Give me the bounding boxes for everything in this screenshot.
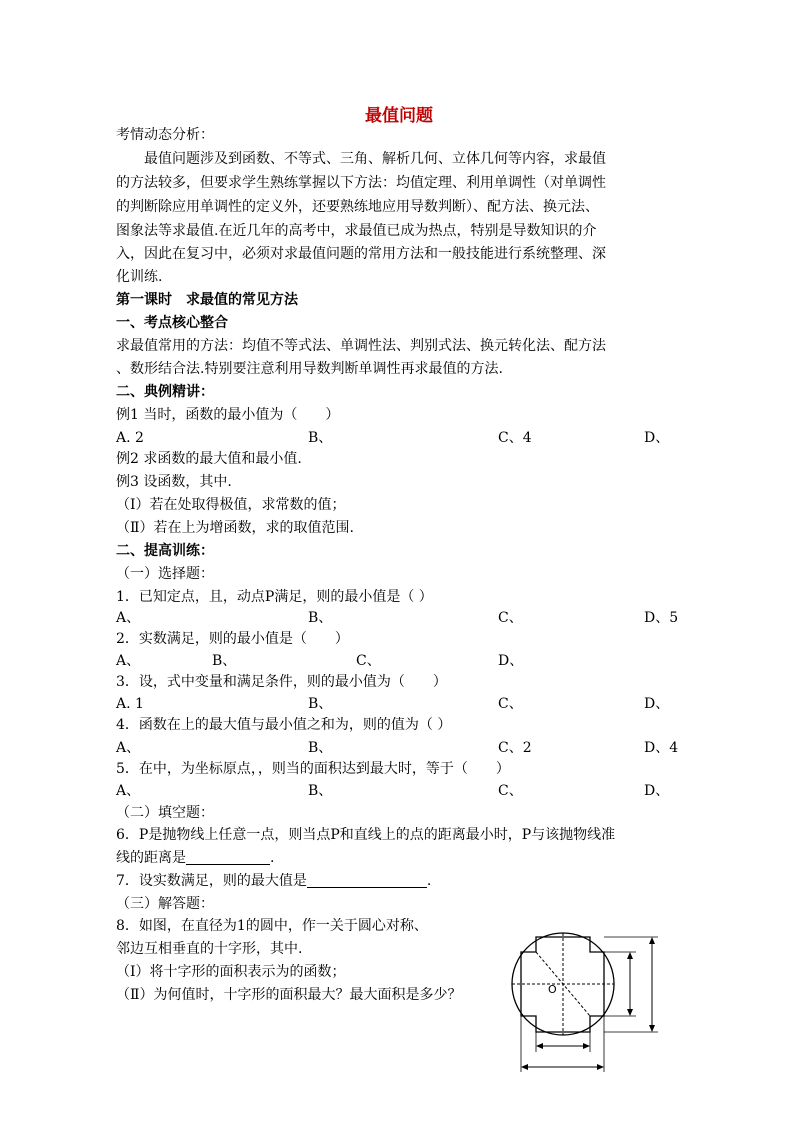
- option-a: A、: [116, 653, 141, 669]
- sec1-line: 、数形结合法.特别要注意利用导数判断单调性再求最值的方法.: [116, 361, 503, 377]
- option-a: A. 2: [116, 430, 144, 446]
- option-c: C、: [498, 610, 523, 626]
- arrow-up-icon: [649, 937, 655, 944]
- arrow-down-icon: [649, 1025, 655, 1032]
- question-6-text: 线的距离是: [116, 850, 186, 866]
- question-8: 8．如图，在直径为1的圆中，作一关于圆心对称、: [116, 918, 428, 934]
- option-b: B、: [308, 783, 333, 799]
- section-heading: 一、考点核心整合: [116, 315, 228, 331]
- option-d: D、4: [644, 740, 679, 756]
- answer-blank[interactable]: [186, 850, 270, 865]
- question-8-part-1: （Ⅰ）将十字形的面积表示为的函数；: [116, 964, 346, 980]
- option-c: C、: [356, 653, 381, 669]
- question-8-cont: 邻边互相垂直的十字形，其中.: [116, 941, 303, 957]
- part-heading: （一）选择题：: [116, 566, 214, 582]
- arrow-left-icon: [536, 1043, 543, 1049]
- question-2: 2．实数满足，则的最小值是（ ）: [116, 631, 349, 647]
- question-4: 4．函数在上的最大值与最小值之和为，则的值为（ ）: [116, 717, 452, 733]
- intro-line: 入，因此在复习中，必须对求最值问题的常用方法和一般技能进行系统整理、深: [116, 246, 606, 262]
- intro-line: 图象法等求最值.在近几年的高考中，求最值已成为热点，特别是导数知识的介: [116, 223, 597, 239]
- question-8-part-2: （Ⅱ）为何值时，十字形的面积最大？最大面积是多少？: [116, 987, 462, 1003]
- example-3-part-1: （Ⅰ）若在处取得极值，求常数的值；: [116, 497, 346, 513]
- option-d: D、: [644, 696, 670, 712]
- example-3: 例3 设函数，其中.: [116, 474, 232, 490]
- option-a: A、: [116, 783, 141, 799]
- example-3-part-2: （Ⅱ）若在上为增函数，求的取值范围.: [116, 520, 354, 536]
- arrow-left-icon: [521, 1064, 528, 1070]
- section-heading: 二、典例精讲：: [116, 384, 214, 400]
- lesson-title: 第一课时 求最值的常见方法: [116, 292, 298, 308]
- period: .: [426, 873, 432, 889]
- answer-blank[interactable]: [307, 873, 427, 888]
- question-1: 1．已知定点，且，动点P满足，则的最小值是（ ）: [116, 589, 433, 605]
- center-label: O: [548, 983, 557, 996]
- arrow-right-icon: [583, 1043, 590, 1049]
- option-d: D、: [644, 430, 670, 446]
- option-b: B、: [308, 430, 333, 446]
- sec1-line: 求最值常用的方法：均值不等式法、单调性法、判别式法、换元转化法、配方法: [116, 338, 606, 354]
- option-c: C、: [498, 783, 523, 799]
- intro-heading: 考情动态分析：: [116, 127, 214, 143]
- arrow-up-icon: [627, 952, 633, 959]
- option-a: A、: [116, 610, 141, 626]
- option-b: B、: [308, 696, 333, 712]
- period: .: [270, 850, 275, 866]
- option-c: C、4: [498, 430, 532, 446]
- question-3: 3．设，式中变量和满足条件，则的最小值为（ ）: [116, 674, 447, 690]
- option-d: D、: [644, 783, 670, 799]
- option-b: B、: [308, 610, 333, 626]
- arrow-right-icon: [597, 1064, 604, 1070]
- option-b: B、: [212, 653, 237, 669]
- option-c: C、: [498, 696, 523, 712]
- intro-line: 的方法较多，但要求学生熟练掌握以下方法：均值定理、利用单调性（对单调性: [116, 175, 606, 191]
- option-d: D、: [498, 653, 524, 669]
- question-7: [116, 870, 431, 892]
- option-c: C、2: [498, 740, 532, 756]
- part-heading: （二）填空题：: [116, 805, 214, 821]
- question-6-cont: [116, 847, 274, 869]
- question-6: 6．P是抛物线上任意一点，则当点P和直线上的点的距离最小时，P与该抛物线准: [116, 827, 616, 843]
- cross-in-circle-figure: [500, 918, 675, 1078]
- question-7-text: 7．设实数满足，则的最大值是: [116, 873, 307, 889]
- example-2: 例2 求函数的最大值和最小值.: [116, 451, 302, 467]
- option-a: A、: [116, 740, 141, 756]
- intro-line: 化训练.: [116, 269, 163, 285]
- intro-line: 最值问题涉及到函数、不等式、三角、解析几何、立体几何等内容，求最值: [144, 151, 606, 167]
- intro-line: 的判断除应用单调性的定义外，还要熟练地应用导数判断）、配方法、换元法、: [116, 199, 599, 215]
- example-1: 例1 当时，函数的最小值为（ ）: [116, 407, 340, 423]
- question-5: 5．在中，为坐标原点，，则当的面积达到最大时，等于（ ）: [116, 761, 510, 777]
- arrow-down-icon: [627, 1009, 633, 1016]
- option-d: D、5: [644, 610, 679, 626]
- part-heading: （三）解答题：: [116, 896, 214, 912]
- section-heading: 二、提高训练：: [116, 543, 214, 559]
- option-a: A. 1: [116, 696, 144, 712]
- option-b: B、: [308, 740, 333, 756]
- doc-title: 最值问题: [365, 106, 433, 126]
